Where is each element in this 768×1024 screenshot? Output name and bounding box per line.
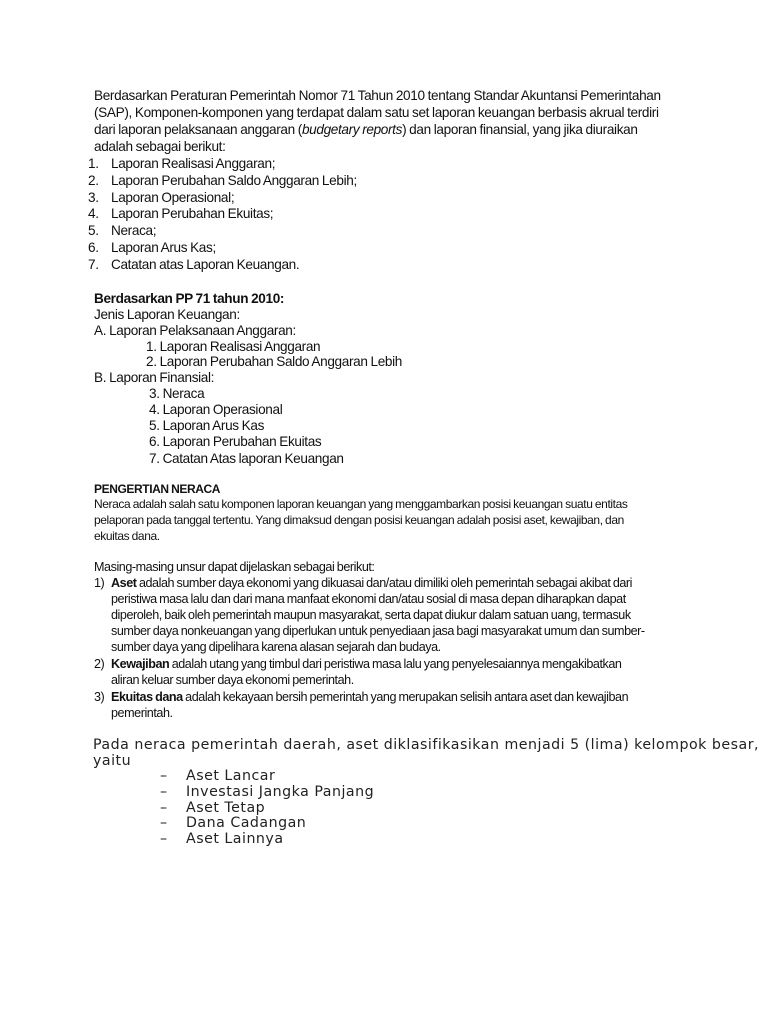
intro-line-3-b: ) dan laporan finansial, yang jika diuraikan xyxy=(402,122,638,137)
list-item-number: 1) xyxy=(94,576,105,590)
list-item-number: 2. xyxy=(88,173,99,188)
list-item-number: 3. xyxy=(88,190,99,205)
neraca-definition-line: Neraca adalah salah satu komponen laporan keuangan yang menggambarkan posisi keuangan suatu entitas xyxy=(94,497,628,511)
list-item: Aset Lancar xyxy=(186,768,276,784)
unsur-ekuitas-line xyxy=(111,690,628,704)
klasifikasi-line-2: yaitu xyxy=(93,753,132,769)
intro-line-2: (SAP), Komponen-komponen yang terdapat dalam satu set laporan keuangan berbasis akrual terdiri xyxy=(94,105,659,120)
unsur-aset-line xyxy=(111,576,632,590)
section-heading-neraca: PENGERTIAN NERACA xyxy=(94,482,221,496)
aset-definition: adalah sumber daya ekonomi yang dikuasai dan/atau dimiliki oleh pemerintah sebagai akibat dari xyxy=(136,576,633,590)
unsur-intro: Masing-masing unsur dapat dijelaskan sebagai berikut: xyxy=(94,560,375,574)
list-item: Neraca; xyxy=(111,223,157,238)
list-item-number: 1. xyxy=(88,156,99,171)
dash-bullet: – xyxy=(160,768,168,784)
list-item: 1. Laporan Realisasi Anggaran xyxy=(146,339,321,354)
list-item-number: 4. xyxy=(88,206,99,221)
list-item: Laporan Realisasi Anggaran; xyxy=(111,156,276,171)
list-item: 6. Laporan Perubahan Ekuitas xyxy=(149,434,322,449)
term-ekuitas-dana: Ekuitas dana xyxy=(111,690,183,704)
aset-continuation: peristiwa masa lalu dan dari mana manfaat ekonomi dan/atau sosial di masa depan diharapkan dapat xyxy=(111,592,626,606)
intro-line-3-a: dari laporan pelaksanaan anggaran ( xyxy=(94,122,302,137)
jenis-label: Jenis Laporan Keuangan: xyxy=(94,307,240,322)
neraca-definition-line: pelaporan pada tanggal tertentu. Yang dimaksud dengan posisi keuangan adalah posisi aset, kewajiban, dan xyxy=(94,513,624,527)
group-a-title: A. Laporan Pelaksanaan Anggaran: xyxy=(94,323,296,338)
list-item: Dana Cadangan xyxy=(186,815,307,831)
group-b-title: B. Laporan Finansial: xyxy=(94,370,215,385)
aset-continuation: sumber daya nonkeuangan yang diperlukan untuk penyediaan jasa bagi masyarakat umum dan sumber- xyxy=(111,624,645,638)
list-item: Laporan Perubahan Saldo Anggaran Lebih; xyxy=(111,173,357,188)
intro-line-3 xyxy=(94,122,638,137)
dash-bullet: – xyxy=(160,815,168,831)
list-item: Aset Lainnya xyxy=(186,831,284,847)
list-item: Laporan Arus Kas; xyxy=(111,240,216,255)
list-item: Investasi Jangka Panjang xyxy=(186,784,375,800)
intro-line-4: adalah sebagai berikut: xyxy=(94,139,226,154)
list-item-number: 5. xyxy=(88,223,99,238)
intro-line-3-italic: budgetary reports xyxy=(301,122,403,137)
list-item-number: 2) xyxy=(94,657,105,671)
list-item: Aset Tetap xyxy=(186,800,266,816)
list-item: Laporan Perubahan Ekuitas; xyxy=(111,206,274,221)
list-item: 2. Laporan Perubahan Saldo Anggaran Lebih xyxy=(146,354,403,369)
list-item: 3. Neraca xyxy=(149,386,205,401)
term-kewajiban: Kewajiban xyxy=(111,657,170,671)
kewajiban-definition: adalah utang yang timbul dari peristiwa masa lalu yang penyelesaiannya mengakibatkan xyxy=(169,657,622,671)
aset-continuation: sumber daya yang dipelihara karena alasan sejarah dan budaya. xyxy=(111,640,441,654)
section-heading-pp: Berdasarkan PP 71 tahun 2010: xyxy=(94,291,285,306)
list-item: 4. Laporan Operasional xyxy=(149,402,283,417)
unsur-kewajiban-line xyxy=(111,657,621,671)
aset-continuation: diperoleh, baik oleh pemerintah maupun masyarakat, serta dapat diukur dalam satuan uang, termasuk xyxy=(111,608,631,622)
neraca-definition-line: ekuitas dana. xyxy=(94,529,160,543)
list-item-number: 7. xyxy=(88,257,99,272)
list-item: 5. Laporan Arus Kas xyxy=(149,418,265,433)
list-item: 7. Catatan Atas laporan Keuangan xyxy=(149,451,344,466)
kewajiban-continuation: aliran keluar sumber daya ekonomi pemerintah. xyxy=(111,673,354,687)
term-aset: Aset xyxy=(111,576,137,590)
list-item: Catatan atas Laporan Keuangan. xyxy=(111,257,300,272)
list-item-number: 3) xyxy=(94,690,105,704)
dash-bullet: – xyxy=(160,784,168,800)
klasifikasi-line-1: Pada neraca pemerintah daerah, aset diklasifikasikan menjadi 5 (lima) kelompok besar, xyxy=(93,737,760,753)
list-item: Laporan Operasional; xyxy=(111,190,235,205)
dash-bullet: – xyxy=(160,800,168,816)
ekuitas-continuation: pemerintah. xyxy=(111,706,173,720)
intro-line-1: Berdasarkan Peraturan Pemerintah Nomor 71 Tahun 2010 tentang Standar Akuntansi Pemerintahan xyxy=(94,88,661,103)
list-item-number: 6. xyxy=(88,240,99,255)
ekuitas-definition: adalah kekayaan bersih pemerintah yang merupakan selisih antara aset dan kewajiban xyxy=(182,690,629,704)
dash-bullet: – xyxy=(160,831,168,847)
